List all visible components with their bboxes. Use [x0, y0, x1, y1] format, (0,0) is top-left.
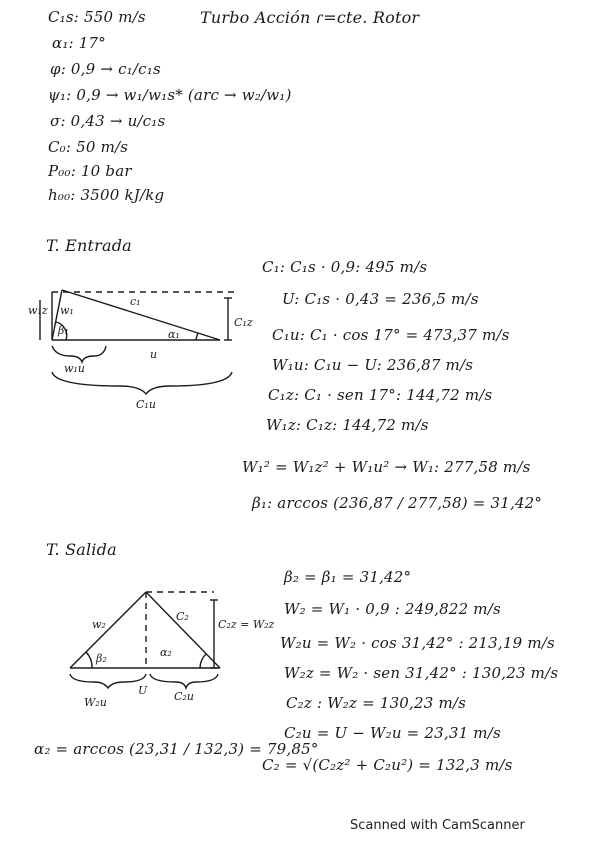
outlet-eq-beta2: β₂ = β₁ = 31,42°	[284, 568, 412, 586]
inlet-eq-w1u: W₁u: C₁u − U: 236,87 m/s	[272, 356, 474, 374]
inlet-heading: T. Entrada	[46, 236, 132, 255]
label-beta1: β₁	[58, 324, 69, 337]
label-u-outlet: U	[138, 684, 148, 697]
label-beta2: β₂	[96, 652, 107, 665]
inlet-eq-beta1: β₁: arccos (236,87 / 277,58) = 31,42°	[252, 494, 543, 512]
label-c2u: C₂u	[174, 690, 194, 703]
label-w1: w₁	[60, 304, 74, 317]
outlet-c2-vector	[146, 592, 220, 668]
outlet-w2-vector	[70, 592, 146, 668]
inlet-c1-vector	[62, 290, 220, 340]
outlet-eq-w2u: W₂u = W₂ · cos 31,42° : 213,19 m/s	[280, 634, 555, 652]
label-w2: w₂	[92, 618, 106, 631]
outlet-w2u-brace	[70, 674, 146, 688]
label-c1: c₁	[130, 295, 141, 308]
outlet-alpha2-arc	[200, 654, 206, 668]
inlet-eq-w1: W₁² = W₁z² + W₁u² → W₁: 277,58 m/s	[242, 458, 531, 476]
outlet-eq-w2z: W₂z = W₂ · sen 31,42° : 130,23 m/s	[284, 664, 559, 682]
label-alpha1: α₁	[168, 328, 180, 341]
given-alpha1: α₁: 17°	[52, 34, 106, 52]
inlet-eq-c1z: C₁z: C₁ · sen 17°: 144,72 m/s	[268, 386, 493, 404]
label-c1z: C₁z	[234, 316, 253, 329]
inlet-eq-u: U: C₁s · 0,43 = 236,5 m/s	[282, 290, 479, 308]
camscanner-footer: Scanned with CamScanner	[350, 818, 525, 833]
outlet-eq-alpha2: α₂ = arccos (23,31 / 132,3) = 79,85°	[34, 740, 319, 758]
given-phi: φ: 0,9 → c₁/c₁s	[50, 60, 161, 78]
given-c0: C₀: 50 m/s	[48, 138, 129, 156]
inlet-c1u-brace	[52, 372, 232, 394]
inlet-eq-c1u: C₁u: C₁ · cos 17° = 473,37 m/s	[272, 326, 510, 344]
label-u-inlet: u	[150, 348, 158, 361]
label-c2: C₂	[176, 610, 189, 623]
inlet-alpha1-arc	[196, 333, 198, 340]
label-w2u: W₂u	[84, 696, 107, 709]
given-psi: ψ₁: 0,9 → w₁/w₁s* (arc → w₂/w₁)	[48, 86, 292, 104]
outlet-eq-w2: W₂ = W₁ · 0,9 : 249,822 m/s	[284, 600, 501, 618]
page-title: Turbo Acción ɾ=cte. Rotor	[200, 8, 420, 27]
outlet-eq-c2: C₂ = √(C₂z² + C₂u²) = 132,3 m/s	[262, 756, 513, 774]
outlet-c2u-brace	[150, 674, 218, 688]
label-alpha2: α₂	[160, 646, 172, 659]
label-c2z: C₂z = W₂z	[218, 618, 275, 631]
label-w1u: w₁u	[64, 362, 85, 375]
outlet-eq-c2z: C₂z : W₂z = 130,23 m/s	[286, 694, 467, 712]
label-c1u: C₁u	[136, 398, 156, 411]
given-h00: h₀₀: 3500 kJ/kg	[48, 186, 165, 204]
outlet-beta2-arc	[86, 652, 92, 668]
label-w1z: w₁z	[28, 304, 48, 317]
inlet-eq-w1z: W₁z: C₁z: 144,72 m/s	[266, 416, 429, 434]
outlet-heading: T. Salida	[46, 540, 117, 559]
given-p00: P₀₀: 10 bar	[48, 162, 132, 180]
given-c1s: C₁s: 550 m/s	[48, 8, 146, 26]
inlet-eq-c1: C₁: C₁s · 0,9: 495 m/s	[262, 258, 428, 276]
outlet-eq-c2u: C₂u = U − W₂u = 23,31 m/s	[284, 724, 501, 742]
given-sigma: σ: 0,43 → u/c₁s	[50, 112, 166, 130]
inlet-w1u-brace	[52, 346, 106, 362]
